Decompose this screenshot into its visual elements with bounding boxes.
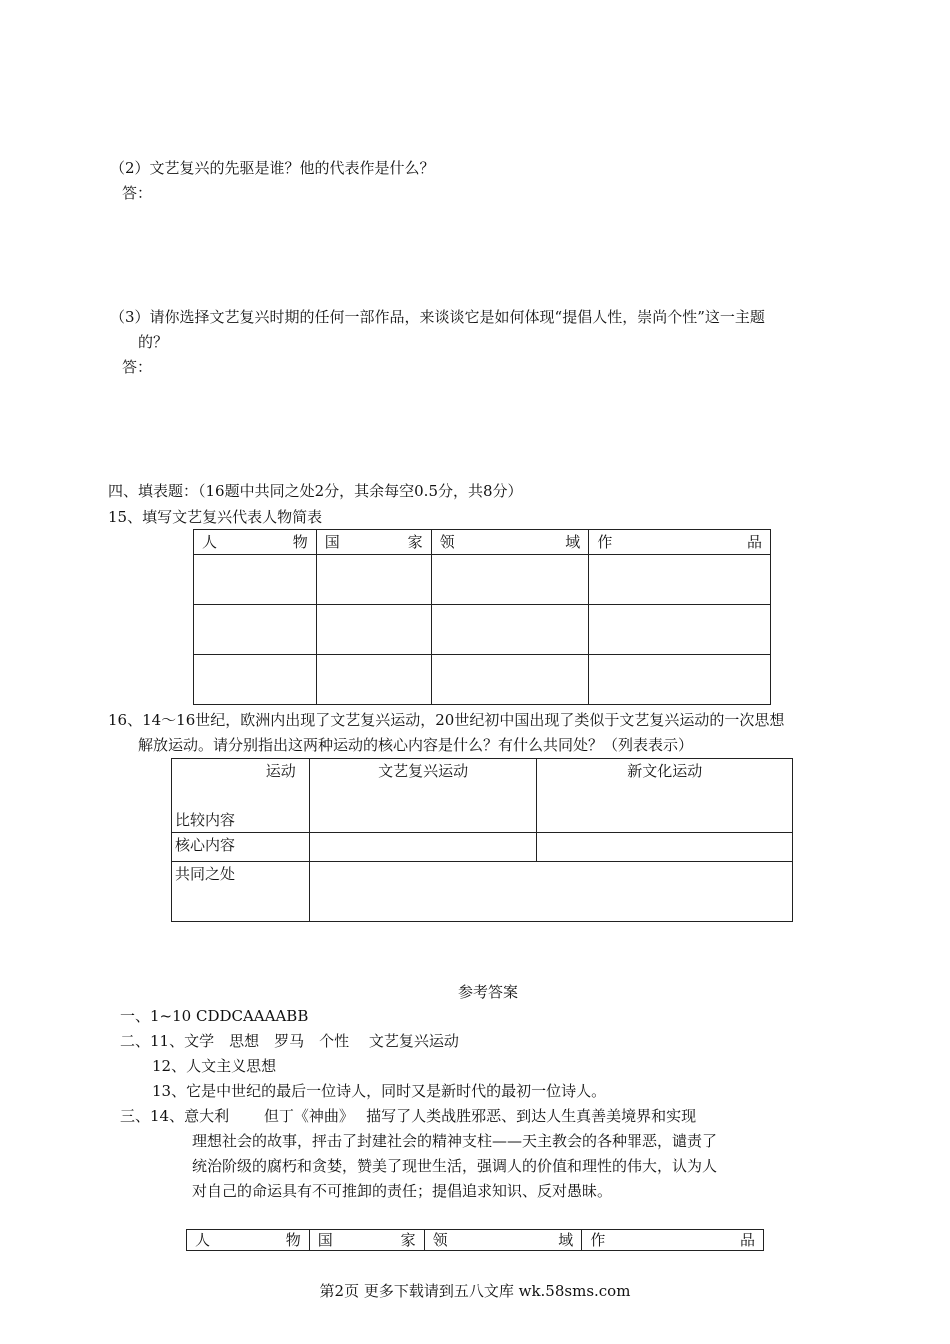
row-label-core: 核心内容 <box>172 833 310 862</box>
corner-cell <box>172 759 310 833</box>
answer-11: 二、11、文学 思想 罗马 个性 文艺复兴运动 <box>120 1032 459 1050</box>
question-3-line2: 的？ <box>138 333 169 351</box>
corner-top-label: 运动 <box>265 762 296 780</box>
answer-14-line2: 理想社会的故事，抨击了封建社会的精神支柱——天主教会的各种罪恶，谴责了 <box>192 1132 718 1150</box>
question-15-title: 15、填写文艺复兴代表人物简表 <box>108 508 323 526</box>
section-4-heading: 四、填表题：（16题中共同之处2分，其余每空0.5分，共8分） <box>108 482 523 500</box>
question-16-line1: 16、14～16世纪，欧洲内出现了文艺复兴运动，20世纪初中国出现了类似于文艺复兴运动的一次思想 <box>108 711 785 729</box>
answer-header-country: 国 家 <box>309 1230 424 1251</box>
question-3-line1: （3）请你选择文艺复兴时期的任何一部作品，来谈谈它是如何体现“提倡人性，崇尚个性”这一主题 <box>110 308 765 326</box>
header-person: 人 物 <box>194 530 317 555</box>
answer-13: 13、它是中世纪的最后一位诗人，同时又是新时代的最初一位诗人。 <box>152 1082 607 1100</box>
answer-14-line1: 三、14、意大利 但丁《神曲》 描写了人类战胜邪恶、到达人生真善美境界和实现 <box>120 1107 697 1125</box>
corner-bottom-label: 比较内容 <box>175 811 236 829</box>
representative-figures-table <box>193 529 771 705</box>
answer-14-line3: 统治阶级的腐朽和贪婪，赞美了现世生活，强调人的价值和理性的伟大，认为人 <box>192 1157 718 1175</box>
answers-title: 参考答案 <box>458 983 519 1001</box>
comparison-table <box>171 758 793 922</box>
answer-header-works: 作 品 <box>582 1230 764 1251</box>
table-row <box>194 605 771 655</box>
answer-header-person: 人 物 <box>187 1230 310 1251</box>
page-footer: 第2页 更多下载请到五八文库 wk.58sms.com <box>319 1282 631 1300</box>
answer-header-field: 领 域 <box>424 1230 582 1251</box>
question-2: （2）文艺复兴的先驱是谁？他的代表作是什么？ <box>110 159 435 177</box>
answer-14-line4: 对自己的命运具有不可推卸的责任；提倡追求知识、反对愚昧。 <box>192 1182 613 1200</box>
table-row <box>194 655 771 705</box>
header-country: 国 家 <box>316 530 431 555</box>
answer-1: 一、1~10 CDDCAAAABB <box>120 1007 309 1025</box>
table-row <box>194 555 771 605</box>
answer-label-2: 答： <box>122 184 153 202</box>
answer-label-3: 答： <box>122 358 153 376</box>
header-works: 作 品 <box>589 530 771 555</box>
header-renaissance: 文艺复兴运动 <box>309 759 537 833</box>
header-new-culture: 新文化运动 <box>537 759 793 833</box>
header-field: 领 域 <box>431 530 589 555</box>
row-label-common: 共同之处 <box>172 862 310 922</box>
question-16-line2: 解放运动。请分别指出这两种运动的核心内容是什么？有什么共同处？（列表表示） <box>138 736 694 754</box>
answer-table <box>186 1229 764 1251</box>
answer-12: 12、人文主义思想 <box>152 1057 277 1075</box>
